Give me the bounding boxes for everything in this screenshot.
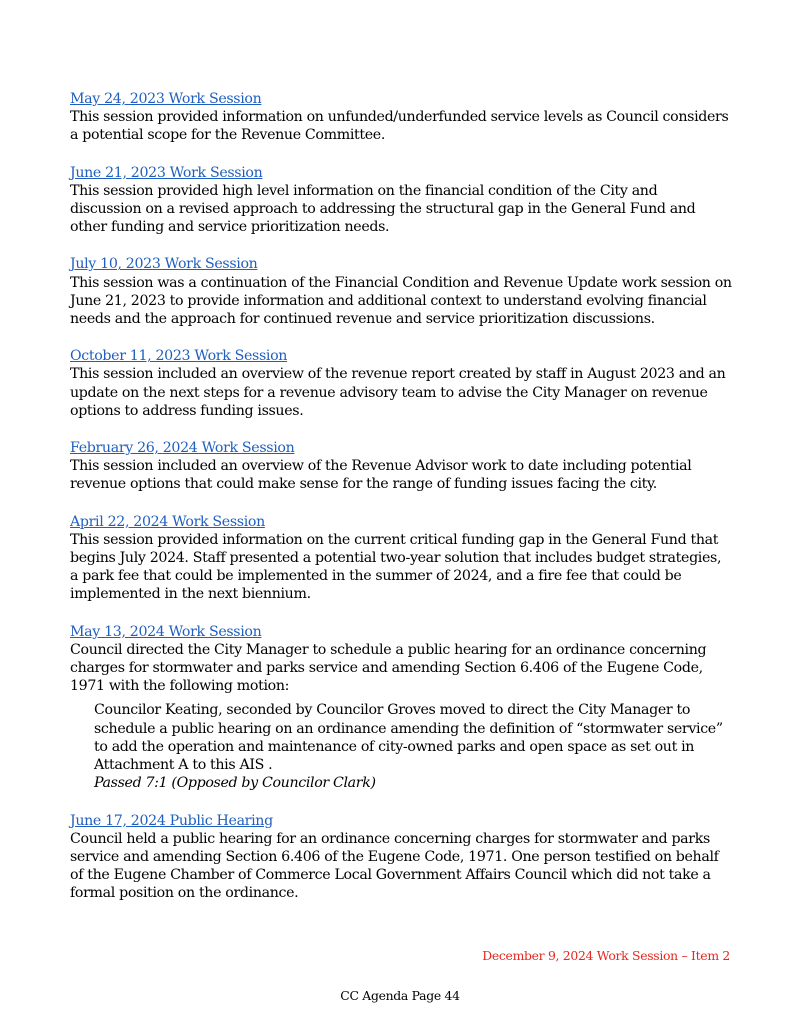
session-entry bbox=[70, 347, 732, 420]
session-entry bbox=[70, 513, 732, 604]
motion-block bbox=[94, 701, 732, 792]
session-entry bbox=[70, 164, 732, 237]
session-link[interactable]: July 10, 2023 Work Session bbox=[70, 256, 258, 273]
session-link[interactable]: October 11, 2023 Work Session bbox=[70, 348, 288, 365]
session-entry bbox=[70, 812, 732, 903]
session-description: This session was a continuation of the Financial Condition and Revenue Update work session on June 21, 2023 to provide information and additional context to understand evolving financial needs and the approach for continued revenue and service prioritization discussions. bbox=[70, 274, 732, 328]
session-description: Council directed the City Manager to schedule a public hearing for an ordinance concerning charges for stormwater and parks service and amending Section 6.406 of the Eugene Code, 1971 with the following motion: bbox=[70, 641, 707, 695]
session-description: This session included an overview of the revenue report created by staff in August 2023 and an update on the next steps for a revenue advisory team to advise the City Manager on revenue options to address funding issues. bbox=[70, 366, 726, 419]
session-link[interactable]: May 24, 2023 Work Session bbox=[70, 91, 262, 107]
document-body bbox=[70, 90, 732, 922]
session-entry bbox=[70, 623, 732, 793]
session-description: This session provided information on the current critical funding gap in the General Fund that begins July 2024. Staff presented a potential two-year solution that includes budget strategies, a park fee that could be implemented in the summer of 2024, and a fire fee that could be implemented in the next biennium. bbox=[70, 531, 722, 603]
page-number: CC Agenda Page 44 bbox=[340, 988, 460, 1003]
session-link[interactable]: June 21, 2023 Work Session bbox=[70, 164, 263, 181]
session-description: This session provided high level information on the financial condition of the City and discussion on a revised approach to addressing the structural gap in the General Fund and other funding and service prioritization needs. bbox=[70, 182, 696, 236]
session-link[interactable]: February 26, 2024 Work Session bbox=[70, 440, 295, 457]
motion-text: Councilor Keating, seconded by Councilor Groves moved to direct the City Manager to schedule a public hearing on an ordinance amending the definition of “stormwater service” to add the operation and maintenance of city-owned parks and open space as set out in Attachment A to this AIS . bbox=[94, 702, 723, 774]
session-description: This session provided information on unfunded/underfunded service levels as Council considers a potential scope for the Revenue Committee. bbox=[70, 109, 729, 144]
session-link[interactable]: April 22, 2024 Work Session bbox=[70, 513, 265, 530]
session-description: This session included an overview of the Revenue Advisor work to date including potential revenue options that could make sense for the range of funding issues facing the city. bbox=[70, 458, 692, 493]
footer-item-label: December 9, 2024 Work Session – Item 2 bbox=[482, 948, 730, 963]
session-entry bbox=[70, 255, 732, 328]
session-link[interactable]: May 13, 2024 Work Session bbox=[70, 623, 262, 640]
motion-result: Passed 7:1 (Opposed by Councilor Clark) bbox=[94, 775, 376, 792]
session-entry bbox=[70, 90, 732, 145]
session-description: Council held a public hearing for an ordinance concerning charges for stormwater and parks service and amending Section 6.406 of the Eugene Code, 1971. One person testified on behalf of the Eugene Chamber of Commerce Local Government Affairs Council which did not take a formal position on the ordinance. bbox=[70, 830, 719, 902]
session-link[interactable]: June 17, 2024 Public Hearing bbox=[70, 812, 273, 829]
session-entry bbox=[70, 439, 732, 494]
